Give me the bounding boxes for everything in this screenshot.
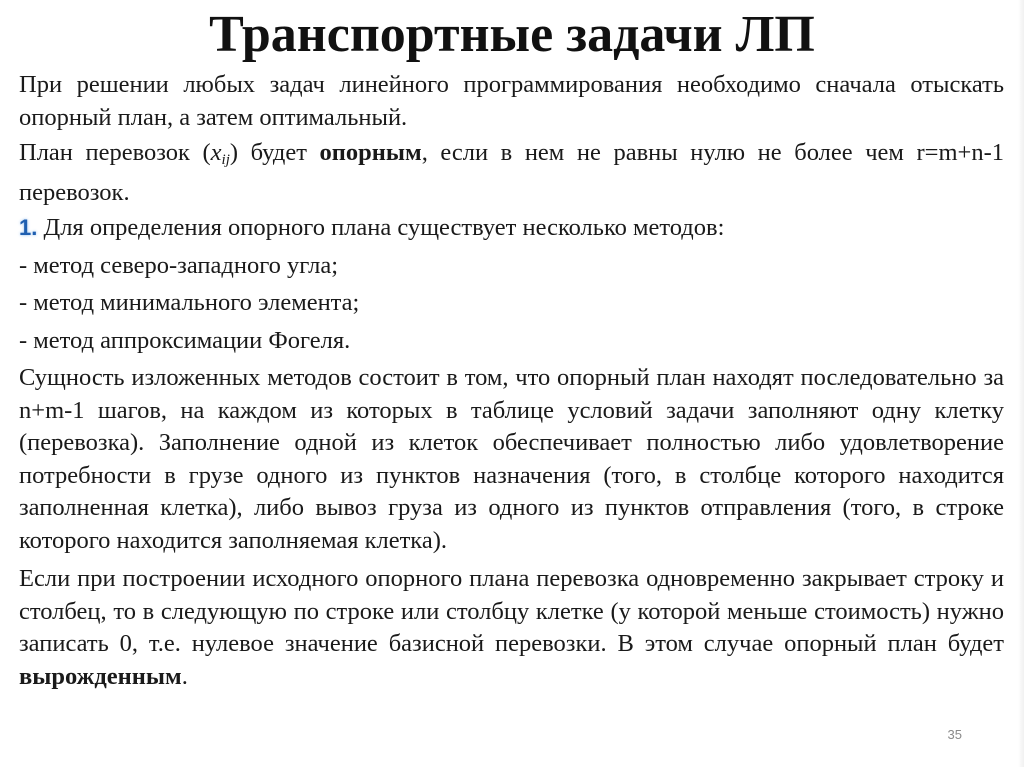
paragraph-methods-essence: Сущность изложенных методов состоит в том, что опорный план находят последовательно за n+m-1 шагов, на каждом из которых в таблице условий задачи заполняют одну клетку (перевозка). Заполнение одной из клеток обеспечивает полностью либо удовлетворение потребности в грузе одного из пунктов назначения (того, в столбце которого находится заполненная клетка), либо вывоз груза из одного из пунктов отправления (того, в строке которого находится заполняемая клетка). <box>19 364 1004 554</box>
paragraph-basic-plan-before: План перевозок ( <box>19 139 211 166</box>
method-item-vogel: - метод аппроксимации Фогеля. <box>19 326 351 354</box>
list-number: 1. <box>19 215 38 240</box>
variable-x-ij <box>211 139 230 166</box>
slide-title: Транспортные задачи ЛП <box>209 6 815 63</box>
paragraph-degenerate <box>19 563 1004 693</box>
paragraph-degenerate-text: Если при построении исходного опорного плана перевозка одновременно закрывает строку и столбец, то в следующую по строке или столбцу клетке (у которой меньше стоимость) нужно записать 0, т.е. нулевое значение базисной перевозки. В этом случае опорный план будет <box>19 565 1004 657</box>
variable-subscript: ij <box>221 152 230 168</box>
paragraph-degenerate-end: . <box>181 662 188 690</box>
paragraph-methods-intro <box>19 212 1004 245</box>
paragraph-intro: При решении любых задач линейного программирования необходимо сначала отыскать опорный план, а затем оптимальный. <box>19 71 1004 131</box>
slide-body <box>19 69 1004 696</box>
paragraph-basic-plan-middle: ) будет <box>229 139 320 166</box>
paragraph-basic-plan-after: , если в нем не равны нулю не более чем r=m+n-1 перевозок. <box>19 139 1004 206</box>
slide-edge-shadow <box>1018 0 1024 767</box>
method-item-min-element: - метод минимального элемента; <box>19 289 360 316</box>
term-degenerate: вырожденным <box>19 662 182 690</box>
paragraph-basic-plan <box>19 137 1004 209</box>
methods-intro-text: Для определения опорного плана существует несколько методов: <box>37 214 725 241</box>
page-number: 35 <box>947 727 962 742</box>
term-basic: опорным <box>319 139 422 166</box>
variable-symbol: x <box>210 139 222 166</box>
method-item-northwest: - метод северо-западного угла; <box>19 251 339 279</box>
